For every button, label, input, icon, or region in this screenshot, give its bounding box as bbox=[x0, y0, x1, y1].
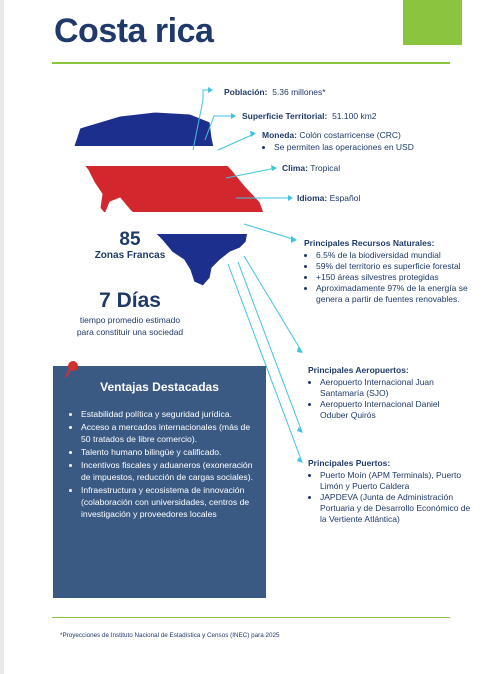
list-item: • Estabilidad política y seguridad jurídica. bbox=[81, 408, 256, 420]
recursos-list bbox=[304, 250, 474, 305]
fact-clima bbox=[282, 163, 340, 174]
list-item: • 59% del territorio es superficie forestal bbox=[316, 261, 474, 272]
zonas-label: Zonas Francas bbox=[94, 250, 166, 261]
list-item: • Talento humano bilingüe y calificado. bbox=[81, 446, 256, 458]
list-item: • Puerto Moín (APM Terminals), Puerto Limón y Puerto Caldera bbox=[320, 470, 473, 492]
recursos-heading: Principales Recursos Naturales: bbox=[304, 238, 435, 248]
list-item: • Infraestructura y ecosistema de innovación (colaboración con universidades, centros de investigación y proveedores locales bbox=[81, 484, 256, 520]
moneda-note: • Se permiten las operaciones en USD bbox=[274, 142, 462, 153]
poblacion-label: Población: bbox=[224, 87, 268, 97]
list-item: • JAPDEVA (Junta de Administración Portuaria y de Desarrollo Económico de la Vertiente Atlántica) bbox=[320, 492, 473, 525]
list-item: • Aeropuerto Internacional Daniel Oduber Quirós bbox=[320, 399, 458, 421]
fact-superficie bbox=[242, 111, 377, 122]
dias-number: 7 Días bbox=[99, 289, 161, 312]
list-item: • Aeropuerto Internacional Juan Santamaría (SJO) bbox=[320, 377, 458, 399]
moneda-value: Colón costarricense (CRC) bbox=[299, 130, 401, 140]
footer-divider bbox=[52, 617, 450, 618]
zonas-number: 85 bbox=[119, 229, 141, 250]
ventajas-box bbox=[53, 366, 266, 598]
list-item: • +150 áreas silvestres protegidas bbox=[316, 272, 474, 283]
aeropuertos-list bbox=[308, 377, 458, 421]
fact-moneda bbox=[262, 130, 462, 153]
pushpin-icon bbox=[64, 360, 80, 378]
ventajas-heading: Ventajas Destacadas bbox=[100, 380, 219, 394]
clima-value: Tropical bbox=[310, 163, 341, 173]
list-item: • Aproximadamente 97% de la energía se genera a partir de fuentes renovables. bbox=[316, 283, 474, 305]
puertos-list bbox=[308, 470, 473, 525]
footnote: *Proyecciones de Instituto Nacional de Estadística y Censos (INEC) para 2025 bbox=[60, 632, 280, 639]
idioma-value: Español bbox=[329, 193, 361, 203]
fact-poblacion bbox=[224, 87, 326, 98]
puertos-heading: Principales Puertos: bbox=[308, 458, 391, 468]
dias-label-2: para constituir una sociedad bbox=[76, 327, 184, 337]
list-item: • Acceso a mercados internacionales (más de 50 tratados de libre comercio). bbox=[81, 421, 256, 445]
clima-label: Clima: bbox=[282, 163, 308, 173]
ventajas-list bbox=[69, 408, 256, 521]
superficie-value: 51.100 km2 bbox=[332, 111, 377, 121]
list-item: • 6.5% de la biodiversidad mundial bbox=[316, 250, 474, 261]
page-title: Costa rica bbox=[54, 12, 214, 50]
list-item: • Incentivos fiscales y aduaneros (exoneración de impuestos, reducción de cargas sociales). bbox=[81, 459, 256, 483]
idioma-label: Idioma: bbox=[297, 193, 328, 203]
superficie-label: Superficie Territorial: bbox=[242, 111, 328, 121]
moneda-notes bbox=[262, 142, 462, 153]
moneda-label: Moneda: bbox=[262, 130, 297, 140]
poblacion-value: 5.36 millones* bbox=[272, 87, 326, 97]
dias-label-1: tiempo promedio estimado bbox=[79, 315, 181, 325]
aeropuertos-heading: Principales Aeropuertos: bbox=[308, 365, 409, 375]
fact-idioma bbox=[297, 193, 360, 204]
recursos-section bbox=[304, 238, 474, 305]
puertos-section bbox=[308, 458, 473, 525]
aeropuertos-section bbox=[308, 365, 458, 421]
